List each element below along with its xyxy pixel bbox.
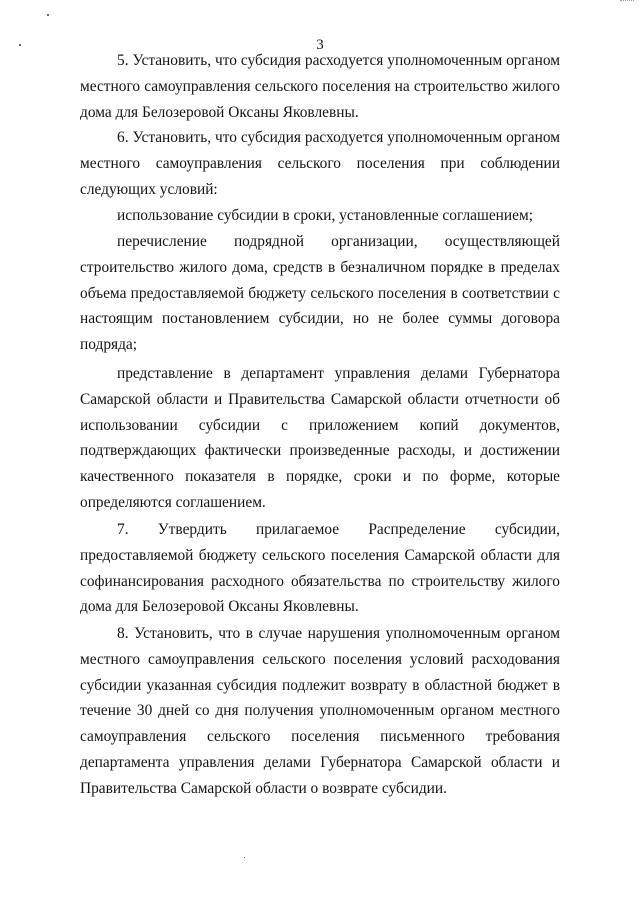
paragraph-6: 6. Установить, что субсидия расходуется уполномоченным органом местного самоуправления сельского поселения при соблюдении следующих условий: — [80, 129, 560, 198]
condition-term: использование субсидии в сроки, установленные соглашением; — [117, 207, 533, 224]
page-number: 3 — [316, 37, 324, 53]
paragraph-5: 5. Установить, что субсидия расходуется уполномоченным органом местного самоуправления сельского поселения на строительство жилого дома для Белозеровой Оксаны Яковлевны. — [80, 52, 560, 121]
condition-transfer: перечисление подрядной организации, осуществляющей строительство жилого дома, средств в безналичном порядке в пределах объема предоставляемой бюджету сельского поселения в соответствии с настоящим постановлением субсидии, но не более суммы договора подряда; — [80, 233, 560, 354]
paragraph-8: 8. Установить, что в случае нарушения уполномоченным органом местного самоуправления сельского поселения условий расходования субсидии указанная субсидия подлежит возврату в областной бюджет в течение 30 дней со дня получения уполномоченным органом местного самоуправления сельского поселения письменного требования департамента управления делами Губернатора Самарской области и Правительства Самарской области о возврате субсидии. — [80, 625, 560, 797]
condition-report: представление в департамент управления делами Губернатора Самарской области и Правительства Самарской области отчетности об использовании субсидии с приложением копий документов, подтверждающих фактически произведенные расходы, и достижении качественного показателя в порядке, сроки и по форме, которые определяются соглашением. — [80, 365, 560, 511]
scan-speck — [47, 14, 49, 16]
scan-edge-mark — [620, 0, 634, 4]
paragraph-7: 7. Утвердить прилагаемое Распределение субсидии, предоставляемой бюджету сельского поселения Самарской области для софинансирования расходного обязательства по строительству жилого дома для Белозеровой Оксаны Яковлевны. — [80, 521, 560, 616]
scan-speck — [244, 857, 245, 858]
